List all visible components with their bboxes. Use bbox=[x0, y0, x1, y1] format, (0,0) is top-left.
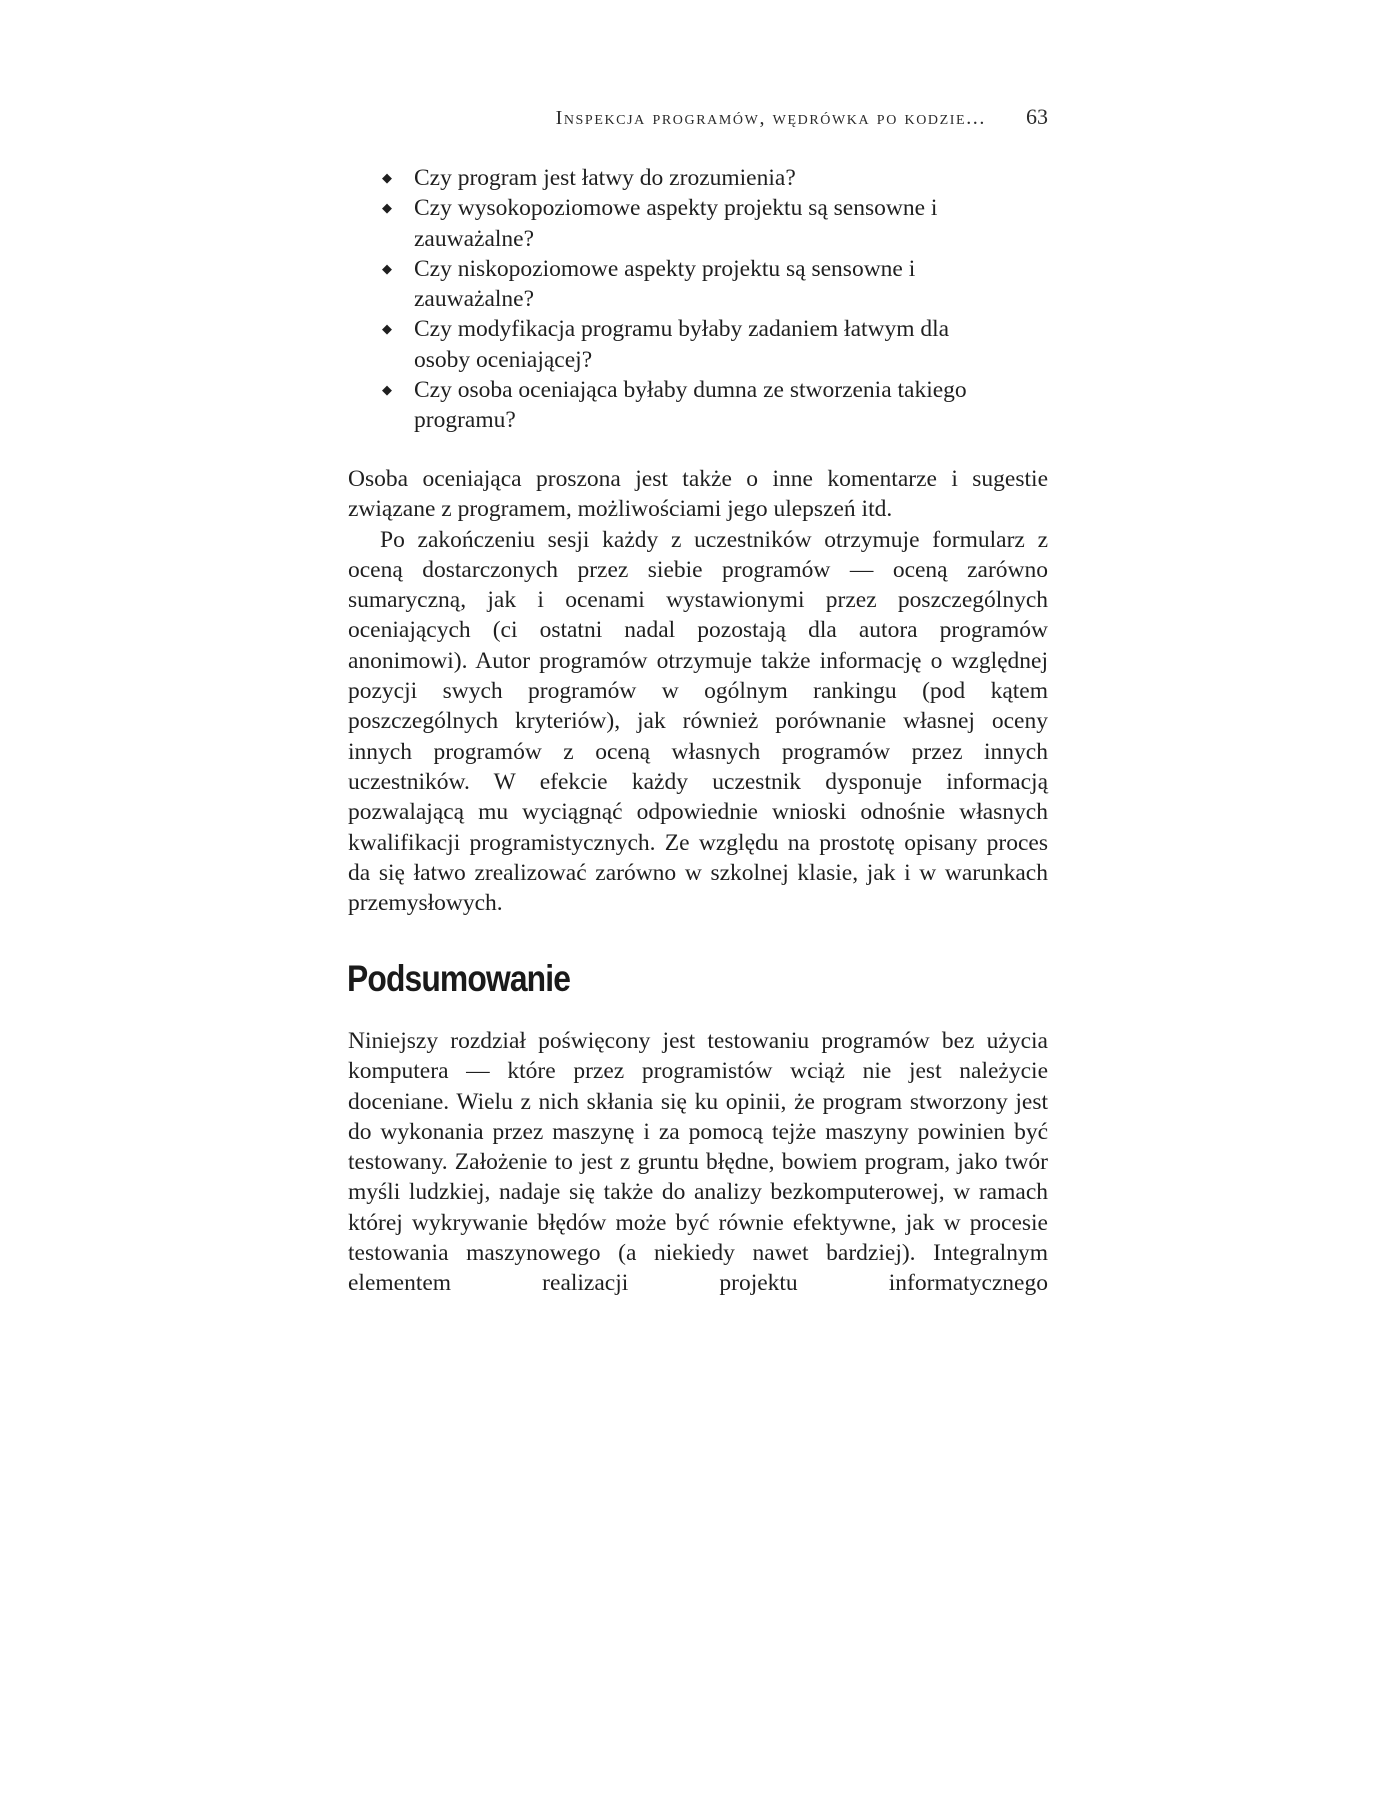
diamond-bullet-icon: ◆ bbox=[382, 321, 392, 337]
paragraph: Niniejszy rozdział poświęcony jest testowaniu programów bez użycia komputera — które przez programistów wciąż nie jest należycie doceniane. Wielu z nich skłania się ku opinii, że program stworzony jest do wykonania przez maszynę i za pomocą tejże maszyny powinien być testowany. Założenie to jest z gruntu błędne, bowiem program, jako twór myśli ludzkiej, nadaje się także do analizy bezkomputerowej, w ramach której wykrywanie błędów może być równie efektywne, jak w procesie testowania maszynowego (a niekiedy nawet bardziej). Integralnym elementem realizacji projektu informatycznego bbox=[348, 1028, 1048, 1297]
running-head bbox=[348, 104, 1048, 130]
list-item-text: Czy program jest łatwy do zrozumienia? bbox=[414, 165, 796, 191]
diamond-bullet-icon: ◆ bbox=[382, 200, 392, 216]
list-item-text: Czy wysokopoziomowe aspekty projektu są sensowne i zauważalne? bbox=[414, 195, 938, 252]
page-number: 63 bbox=[1026, 104, 1048, 129]
paragraph: Osoba oceniająca proszona jest także o inne komentarze i sugestie związane z programem, możliwościami jego ulepszeń itd. bbox=[348, 466, 1048, 523]
diamond-bullet-icon: ◆ bbox=[382, 382, 392, 398]
list-item bbox=[380, 375, 1020, 436]
diamond-bullet-icon: ◆ bbox=[382, 170, 392, 185]
list-item-text: Czy modyfikacja programu byłaby zadaniem łatwym dla osoby oceniającej? bbox=[414, 316, 950, 373]
diamond-bullet-icon: ◆ bbox=[382, 260, 392, 276]
list-item-text: Czy osoba oceniająca byłaby dumna ze stworzenia takiego programu? bbox=[414, 377, 967, 434]
list-item bbox=[380, 163, 1020, 193]
paragraph: Po zakończeniu sesji każdy z uczestników otrzymuje formularz z oceną dostarczonych przez siebie programów — oceną zarówno sumaryczną, jak i ocenami wystawionymi przez poszczególnych oceniających (ci ostatni nadal pozostają dla autora programów anonimowi). Autor programów otrzymuje także informację o względnej pozycji swych programów w ogólnym rankingu (pod kątem poszczególnych kryteriów), jak również porównanie własnej oceny innych programów z oceną własnych programów przez innych uczestników. W efekcie każdy uczestnik dysponuje informacją pozwalającą mu wyciągnąć odpowiednie wnioski odnośnie własnych kwalifikacji programistycznych. Ze względu na prostotę opisany proces da się łatwo zrealizować zarówno w szkolnej klasie, jak i w warunkach przemysłowych. bbox=[348, 526, 1048, 917]
list-item-text: Czy niskopoziomowe aspekty projektu są sensowne i zauważalne? bbox=[414, 255, 916, 313]
list-item bbox=[380, 314, 1020, 375]
question-list bbox=[380, 163, 1020, 436]
body-text bbox=[348, 464, 1048, 918]
list-item bbox=[380, 254, 1020, 315]
section-heading: Podsumowanie bbox=[347, 958, 571, 999]
running-title: Inspekcja programów, wędrówka po kodzie... bbox=[555, 107, 986, 129]
list-item bbox=[380, 193, 1020, 254]
section-body bbox=[348, 1026, 1048, 1299]
